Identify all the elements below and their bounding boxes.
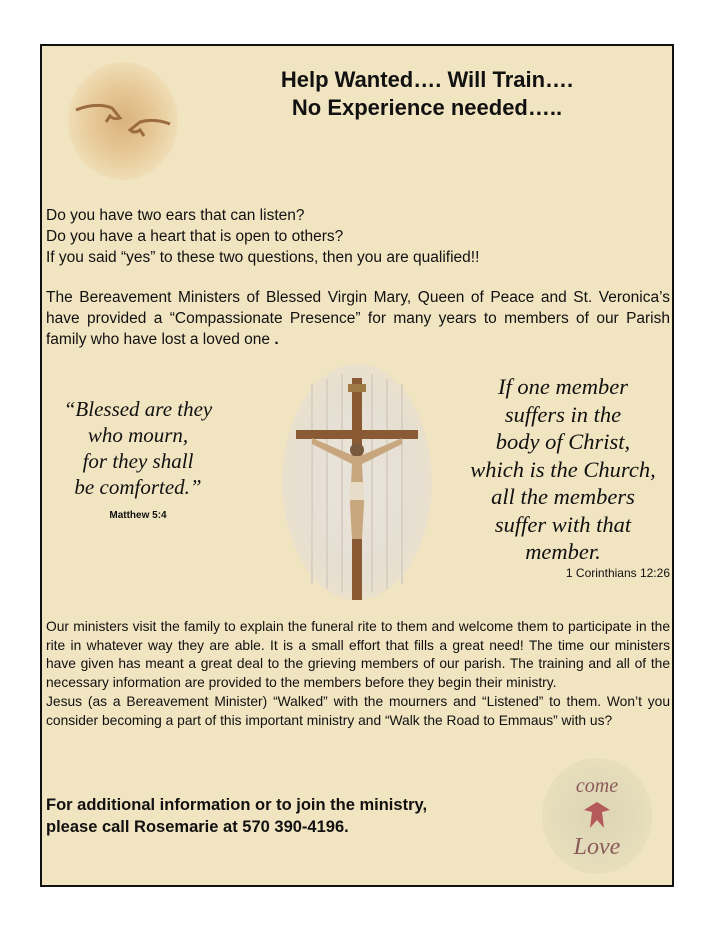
quote-right-line: If one member	[498, 374, 628, 399]
crucifix-image	[282, 364, 432, 600]
quote-left-line: be comforted.”	[74, 475, 202, 499]
cta-line-2: please call Rosemarie at 570 390-4196.	[46, 818, 349, 836]
quote-right-line: all the members	[491, 484, 635, 509]
intro-line-1: Do you have two ears that can listen?	[46, 207, 305, 224]
quote-right-line: member.	[525, 539, 601, 564]
headline-line-1: Help Wanted…. Will Train….	[280, 67, 574, 92]
ministry-description-para-1: Our ministers visit the family to explain the funeral rite to them and welcome them to participate in the rite in whatever way they are able. It is a small effort that fills a great need! The time our ministers have given has meant a great deal to the grieving members of our parish. The training and all of the necessary information are provided to the members before they begin their ministry.	[46, 619, 670, 691]
ministry-paragraph-text: The Bereavement Ministers of Blessed Virgin Mary, Queen of Peace and St. Veronica’s have provided a “Compassionate Presence” for many years to members of our Parish family who have lost a loved one	[46, 289, 670, 348]
intro-line-3: If you said “yes” to these two questions, then you are qualified!!	[46, 249, 480, 266]
quote-left-line: who mourn,	[87, 423, 189, 447]
ministry-paragraph	[46, 287, 670, 350]
flyer	[40, 44, 674, 887]
quote-right-reference: 1 Corinthians 12:26	[565, 566, 670, 580]
quote-left-reference: Matthew 5:4	[109, 510, 167, 521]
headline	[192, 66, 662, 122]
quote-right-line: suffer with that	[494, 511, 632, 537]
ministry-description	[46, 618, 670, 730]
quote-right-line: which is the Church,	[470, 456, 656, 482]
ministry-paragraph-end: .	[270, 331, 279, 348]
contact-call-to-action	[46, 794, 534, 838]
emblem-word-come: come	[575, 775, 619, 797]
quote-right	[450, 373, 674, 566]
come-love-dove-image	[542, 758, 652, 874]
headline-line-2: No Experience needed…..	[291, 95, 563, 120]
quote-right-line: suffers in the	[504, 401, 622, 427]
quote-left-line: “Blessed are they	[63, 397, 213, 421]
emblem-word-love: Love	[573, 834, 621, 860]
quote-left	[48, 396, 228, 500]
creation-hands-image	[68, 62, 178, 180]
quote-left-line: for they shall	[82, 449, 194, 473]
ministry-description-para-2: Jesus (as a Bereavement Minister) “Walked” with the mourners and “Listened” to them. Won’t you consider becoming a part of this important ministry and “Walk the Road to Emmaus” with us?	[46, 693, 670, 728]
cta-line-1: For additional information or to join the ministry,	[46, 796, 428, 814]
intro-questions	[46, 205, 670, 268]
intro-line-2: Do you have a heart that is open to others?	[46, 228, 344, 245]
quote-right-line: body of Christ,	[495, 429, 631, 454]
